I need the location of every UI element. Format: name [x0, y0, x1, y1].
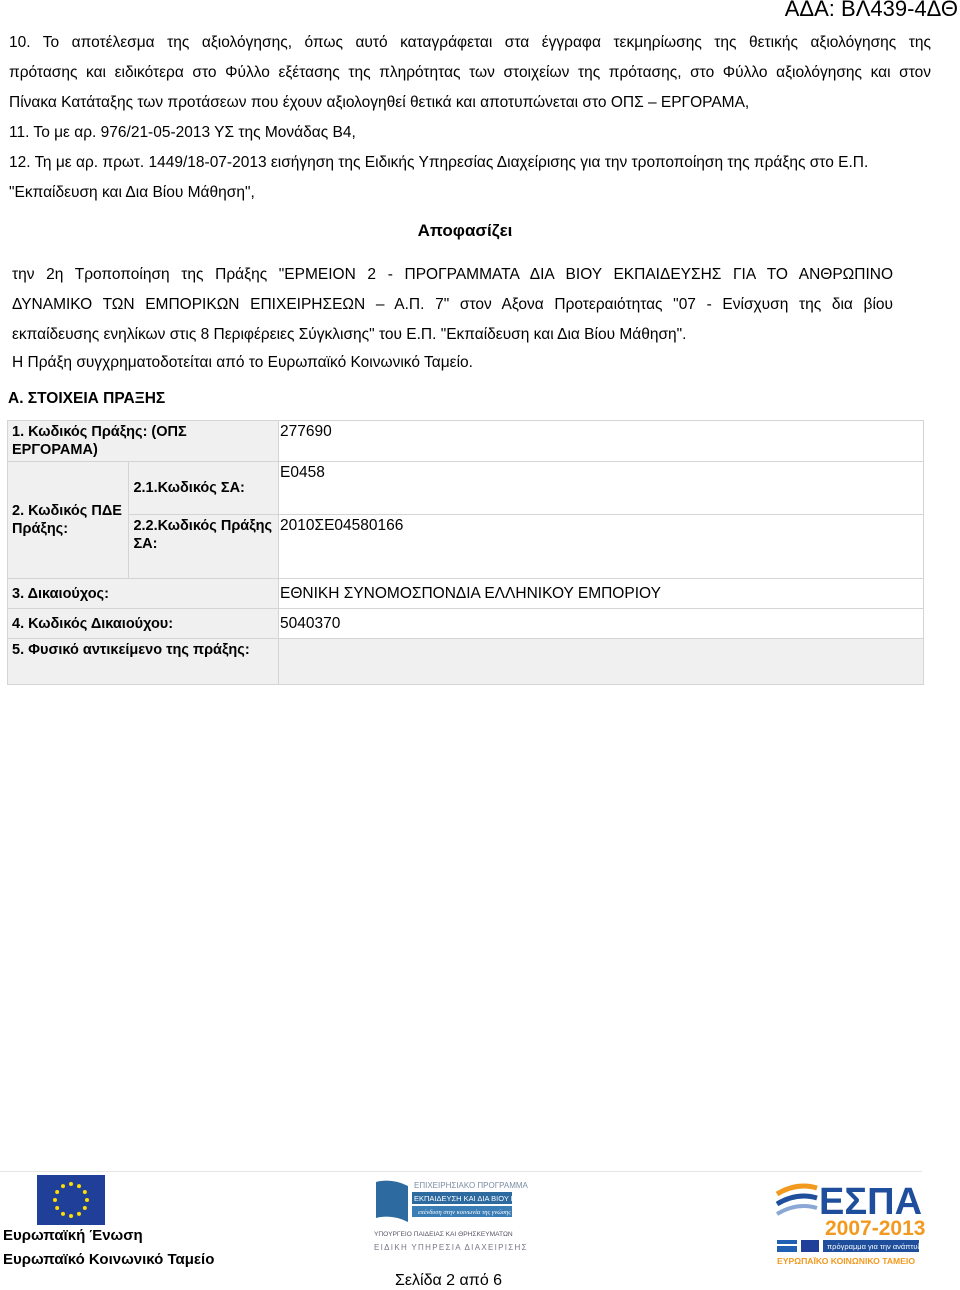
ada-code: ΑΔΑ: ΒΛ439-4ΔΘ	[784, 0, 958, 21]
ep-education-logo	[374, 1178, 544, 1254]
eu-star	[77, 1184, 81, 1188]
decision-heading: Αποφασίζει	[417, 221, 513, 240]
paragraph-10-line: Πίνακα Κατάταξης των προτάσεων που έχουν αξιολογηθεί θετικά και αποτυπώνεται στο ΟΠΣ – ΕΡΓΟΡΑΜΑ,	[9, 94, 750, 111]
eu-star	[83, 1190, 87, 1194]
decision-line: εκπαίδευσης ενηλίκων στις 8 Περιφέρειες Σύγκλισης" του Ε.Π. "Εκπαίδευση και Δια Βίου Μάθηση".	[12, 326, 687, 343]
label-cell: 3. Δικαιούχος:	[8, 579, 279, 609]
espa-logo	[777, 1180, 926, 1266]
paragraph-10-line: πρότασης και ειδικότερα στο Φύλλο εξέτασης της πληρότητας των στοιχείων της πρότασης, στο Φύλλο αξιολόγησης και στον	[9, 64, 931, 81]
value-cell: 2010ΣΕ04580166	[279, 515, 924, 579]
eu-star	[69, 1182, 73, 1186]
paragraph-10-line: 10. Το αποτέλεσμα της αξιολόγησης, όπως αυτό καταγράφεται στα έγγραφα τεκμηρίωσης της θετικής αξιολόγησης της	[9, 34, 931, 51]
eu-label: Ευρωπαϊκή Ένωση	[3, 1227, 143, 1244]
section-title: Α. ΣΤΟΙΧΕΙΑ ΠΡΑΞΗΣ	[8, 390, 166, 407]
paragraph-12-line: 12. Τη με αρ. πρωτ. 1449/18-07-2013 εισήγηση της Ειδικής Υπηρεσίας Διαχείρισης για την τροποποίηση της πράξης στο Ε.Π.	[9, 154, 869, 171]
label-cell: 2. Κωδικός ΠΔΕ Πράξης:	[8, 462, 129, 579]
value-cell	[279, 639, 924, 685]
value-cell: Ε0458	[279, 462, 924, 515]
paragraph-12-line: "Εκπαίδευση και Δια Βίου Μάθηση",	[9, 184, 255, 201]
esf-label: Ευρωπαϊκό Κοινωνικό Ταμείο	[3, 1251, 215, 1268]
label-cell: 2.1.Κωδικός ΣΑ:	[129, 462, 279, 515]
svg-text:ΥΠΟΥΡΓΕΙΟ ΠΑΙΔΕΙΑΣ ΚΑΙ ΘΡΗΣΚΕΥ: ΥΠΟΥΡΓΕΙΟ ΠΑΙΔΕΙΑΣ ΚΑΙ ΘΡΗΣΚΕΥΜΑΤΩΝ	[374, 1231, 513, 1238]
value-cell: 5040370	[279, 609, 924, 639]
footer-divider	[0, 1171, 922, 1172]
label-cell: 4. Κωδικός Δικαιούχου:	[8, 609, 279, 639]
svg-text:2007-2013: 2007-2013	[825, 1217, 926, 1240]
eu-star	[61, 1212, 65, 1216]
value-cell: 277690	[279, 421, 924, 462]
svg-text:επένδυση στην κοινωνία της γνώ: επένδυση στην κοινωνία της γνώσης	[418, 1209, 511, 1216]
eu-star	[69, 1214, 73, 1218]
paragraph-11: 11. Το με αρ. 976/21-05-2013 ΥΣ της Μονάδας Β4,	[9, 124, 356, 141]
value-cell: ΕΘΝΙΚΗ ΣΥΝΟΜΟΣΠΟΝΔΙΑ ΕΛΛΗΝΙΚΟΥ ΕΜΠΟΡΙΟΥ	[279, 579, 924, 609]
label-cell: 5. Φυσικό αντικείμενο της πράξης:	[8, 639, 279, 685]
page-number: Σελίδα 2 από 6	[395, 1272, 503, 1289]
svg-text:ΕΚΠΑΙΔΕΥΣΗ ΚΑΙ ΔΙΑ ΒΙΟΥ ΜΑΘΗΣΗ: ΕΚΠΑΙΔΕΥΣΗ ΚΑΙ ΔΙΑ ΒΙΟΥ ΜΑΘΗΣΗ	[414, 1194, 544, 1203]
project-details-table	[7, 420, 924, 685]
label-cell: 1. Κωδικός Πράξης: (ΟΠΣ ΕΡΓΟΡΑΜΑ)	[8, 421, 279, 462]
label-cell: 2.2.Κωδικός Πράξης ΣΑ:	[129, 515, 279, 579]
svg-text:ΕΥΡΩΠΑΪΚΟ ΚΟΙΝΩΝΙΚΟ ΤΑΜΕΙΟ: ΕΥΡΩΠΑΪΚΟ ΚΟΙΝΩΝΙΚΟ ΤΑΜΕΙΟ	[777, 1256, 916, 1266]
decision-line: ΔΥΝΑΜΙΚΟ ΤΩΝ ΕΜΠΟΡΙΚΩΝ ΕΠΙΧΕΙΡΗΣΕΩΝ – Α.Π. 7" στον Αξονα Προτεραιότητας "07 - Ενίσχυση της δια βίου	[12, 296, 893, 313]
eu-star	[53, 1198, 57, 1202]
eu-star	[85, 1198, 89, 1202]
eu-star	[77, 1212, 81, 1216]
decision-line: την 2η Τροποποίηση της Πράξης "ΕΡΜΕΙΟΝ 2 - ΠΡΟΓΡΑΜΜΑΤΑ ΔΙΑ ΒΙΟΥ ΕΚΠΑΙΔΕΥΣΗΣ ΓΙΑ ΤΟ ΑΝΘΡΩΠΙΝΟ	[12, 266, 893, 283]
eu-flag-icon	[37, 1175, 105, 1225]
svg-text:ΕΙΔΙΚΗ ΥΠΗΡΕΣΙΑ ΔΙΑΧΕΙΡΙΣΗΣ: ΕΙΔΙΚΗ ΥΠΗΡΕΣΙΑ ΔΙΑΧΕΙΡΙΣΗΣ	[374, 1243, 528, 1252]
eu-star	[61, 1184, 65, 1188]
decision-line: Η Πράξη συγχρηματοδοτείται από το Ευρωπαϊκό Κοινωνικό Ταμείο.	[12, 354, 473, 371]
ep-logo-text: ΕΠΙΧΕΙΡΗΣΙΑΚΟ ΠΡΟΓΡΑΜΜΑ	[414, 1181, 528, 1190]
eu-star	[83, 1206, 87, 1210]
eu-star	[55, 1190, 59, 1194]
svg-text:πρόγραμμα για την ανάπτυξη: πρόγραμμα για την ανάπτυξη	[827, 1242, 926, 1251]
svg-text:ΕΣΠΑ: ΕΣΠΑ	[819, 1181, 923, 1223]
eu-star	[55, 1206, 59, 1210]
